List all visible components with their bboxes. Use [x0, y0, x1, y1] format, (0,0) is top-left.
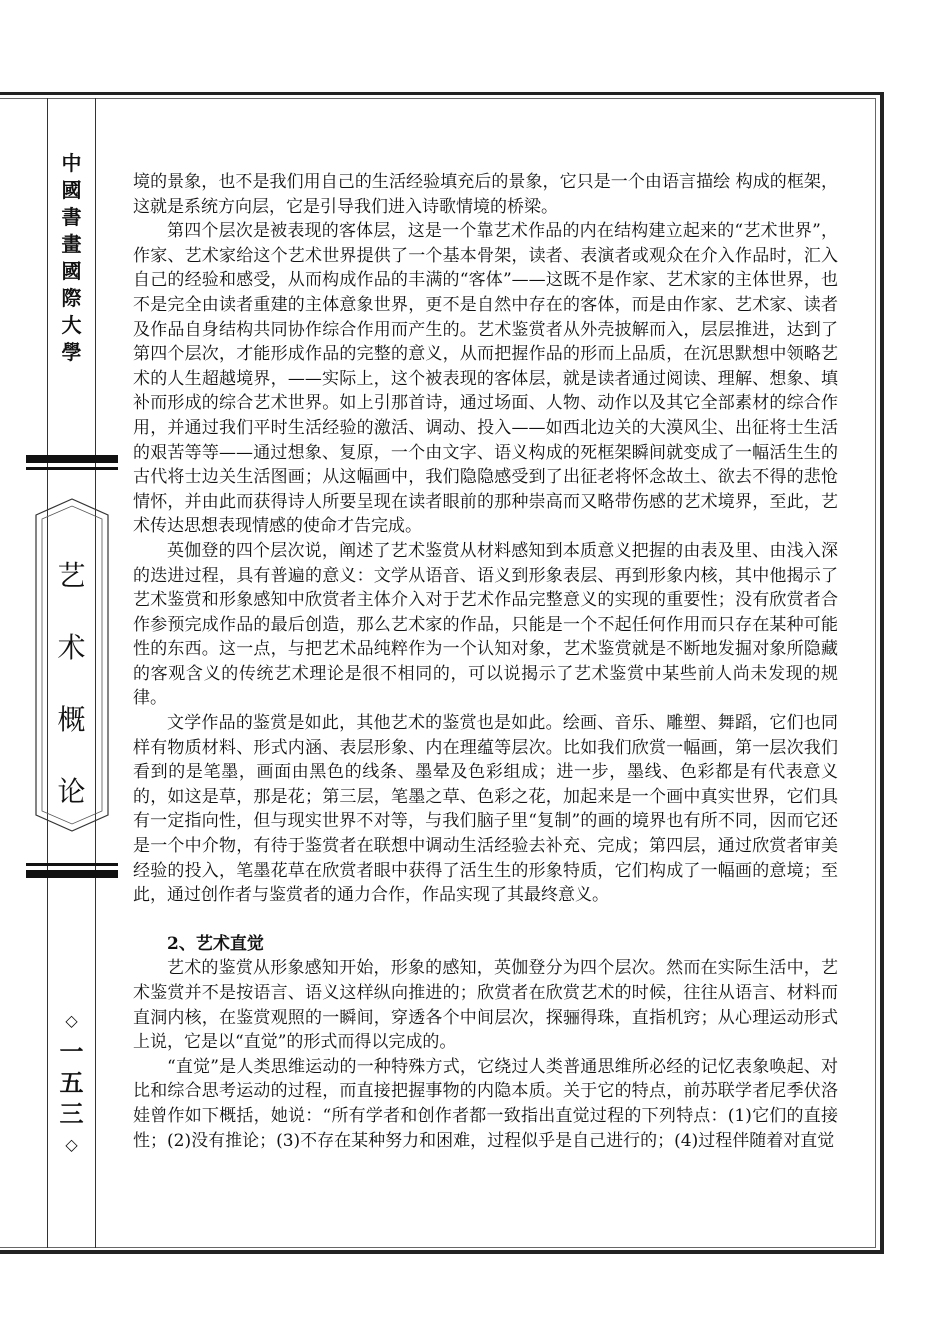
paragraph: 境的景象，也不是我们用自己的生活经验填充后的景象，它只是一个由语言描绘 构成的框架，这就是系统方向层，它是引导我们进入诗歌情境的桥梁。: [133, 172, 838, 217]
page-number: [48, 1005, 95, 1160]
paragraph: 艺术的鉴赏从形象感知开始，形象的感知，英伽登分为四个层次。然而在实际生活中，艺术鉴赏并不是按语言、语义这样纵向推进的；欣赏者在欣赏艺术的时候，往往从语言、材料而直洞内核，在鉴赏观照的一瞬间，穿透各个中间层次，探骊得珠，直指机窍；从心理运动形式上说，它是以“直觉”的形式而得以完成的。: [133, 958, 838, 1053]
section-heading: 2、艺术直觉: [167, 933, 264, 954]
paragraph: “直觉”是人类思维运动的一种特殊方式，它绕过人类普通思维所必经的记忆表象唤起、对比和综合思考运动的过程，而直接把握事物的内隐本质。关于它的特点，前苏联学者尼季伏洛娃曾作如下概括，她说：“所有学者和创作者都一致指出直觉过程的下列特点：(1)它们的直接性；(2)没有推论；(3)不存在某种努力和困难，过程似乎是自己进行的；(4)过程伴随着对直觉: [133, 1056, 838, 1151]
page-number-ornament-bottom: ◇: [65, 1135, 78, 1154]
title-band-top: [26, 455, 118, 485]
university-char: 大: [61, 313, 82, 337]
university-char: 中: [61, 151, 82, 175]
paragraph: 文学作品的鉴赏是如此，其他艺术的鉴赏也是如此。绘画、音乐、雕塑、舞蹈，它们也同样有物质材料、形式内涵、表层形象、内在理蕴等层次。比如我们欣赏一幅画，第一层次我们看到的是笔墨，画面由黑色的线条、墨晕及色彩组成；进一步，墨线、色彩都是有代表意义的，如这是草，那是花；第三层，笔墨之草、色彩之花，加起来是一个画中真实世界，它们具有一定指向性，但与现实世界不对等，与我们脑子里“复制”的画的境界也有所不同，因而它还是一个中介物，有待于鉴赏者在联想中调动生活经验去补充、完成；第四层，通过欣赏者审美经验的投入，笔墨花草在欣赏者眼中获得了活生生的形象特质，它们构成了一幅画的意境；至此，通过创作者与鉴赏者的通力合作，作品实现了其最终意义。: [133, 713, 838, 906]
title-char: 论: [57, 775, 86, 808]
title-char: 术: [57, 631, 86, 664]
page-number-digit: 一: [59, 1037, 84, 1066]
paragraph: 第四个层次是被表现的客体层，这是一个靠艺术作品的内在结构建立起来的“艺术世界”，作家、艺术家给这个艺术世界提供了一个基本骨架，读者、表演者或观众在介入作品时，汇入自己的经验和感受，从而构成作品的丰满的“客体”——这既不是作家、艺术家的主体世界，也不是完全由读者重建的主体意象世界，更不是自然中存在的客体，而是由作家、艺术家、读者及作品自身结构共同协作综合作用而产生的。艺术鉴赏者从外壳披解而入，层层推进，达到了第四个层次，才能形成作品的完整的意义，从而把握作品的形而上品质，在沉思默想中领略艺术的人生超越境界，——实际上，这个被表现的客体层，就是读者通过阅读、理解、想象、填补而形成的综合艺术世界。如上引那首诗，通过场面、人物、动作以及其它全部素材的综合作用，并通过我们平时生活经验的激活、调动、投入——如西北边关的大漠风尘、出征将士生活的艰苦等等——通过想象、复原，一个由文字、语义构成的死框架瞬间就变成了一幅活生生的古代将士边关生活图画；从这幅画中，我们隐隐感受到了出征老将怀念故土、欲去不得的悲怆情怀，并由此而获得诗人所要呈现在读者眼前的那种崇高而又略带伤感的艺术境界，至此，艺术传达思想表现情感的使命才告完成。: [133, 221, 838, 537]
university-char: 國: [61, 178, 82, 202]
title-char: 艺: [57, 559, 86, 592]
page-number-digit: 五: [59, 1068, 84, 1097]
university-char: 畫: [61, 232, 82, 256]
title-band-bottom: [26, 848, 118, 878]
university-name: [48, 150, 95, 366]
title-char: 概: [57, 703, 86, 736]
university-char: 學: [61, 340, 82, 364]
page-number-digit: 三: [59, 1099, 84, 1128]
university-char: 際: [61, 286, 82, 310]
paragraph: 英伽登的四个层次说，阐述了艺术鉴赏从材料感知到本质意义把握的由表及里、由浅入深的迭进过程，具有普遍的意义：文学从语音、语义到形象表层、再到形象内核，其中他揭示了艺术鉴赏和形象感知中欣赏者主体介入对于艺术作品完整意义的实现的重要性；没有欣赏者合作参预完成作品的最后创造，那么艺术家的作品，只能是一个不起任何作用而只存在某种可能性的东西。这一点，与把艺术品纯粹作为一个认知对象，艺术鉴赏就是不断地发掘对象所隐藏的客观含义的传统艺术理论是很不相同的，可以说揭示了艺术鉴赏中某些前人尚未发现的规律。: [133, 540, 838, 709]
university-char: 國: [61, 259, 82, 283]
university-char: 書: [61, 205, 82, 229]
book-title: [48, 540, 95, 828]
body-text: [133, 170, 838, 1153]
page-number-ornament-top: ◇: [65, 1011, 78, 1030]
